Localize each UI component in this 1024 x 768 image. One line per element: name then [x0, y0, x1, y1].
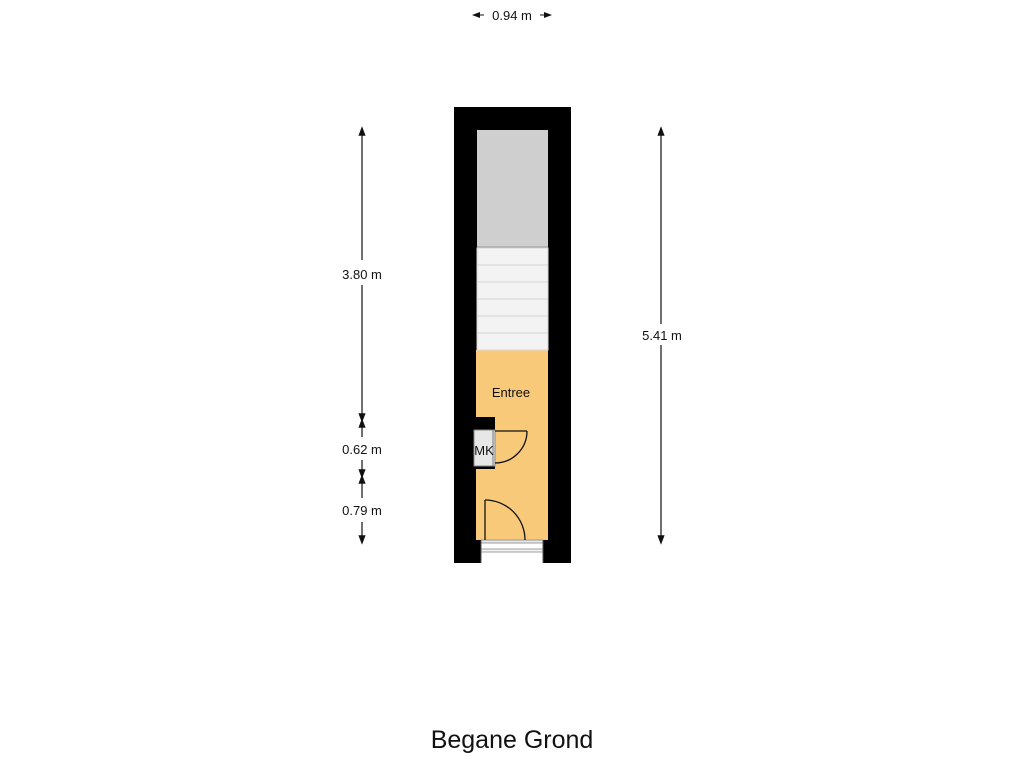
dimension-label-middle: 0.62 m	[342, 442, 382, 457]
staircase	[477, 248, 548, 350]
dimension-middle	[342, 423, 382, 474]
floor-title: Begane Grond	[430, 726, 594, 754]
dimension-total-height	[642, 131, 682, 540]
dimension-label-bottom: 0.79 m	[342, 503, 382, 518]
dimension-label-top-width: 0.94 m	[492, 8, 532, 23]
dimension-bottom	[342, 479, 382, 540]
dimension-stairs	[342, 131, 382, 418]
dimension-label-stairs: 3.80 m	[342, 267, 382, 282]
room-label-entree: Entree	[491, 385, 531, 400]
stair-landing	[477, 130, 548, 247]
room-label-mk: MK	[474, 443, 494, 458]
dimension-top-width	[476, 8, 548, 23]
dimension-label-total-height: 5.41 m	[642, 328, 682, 343]
